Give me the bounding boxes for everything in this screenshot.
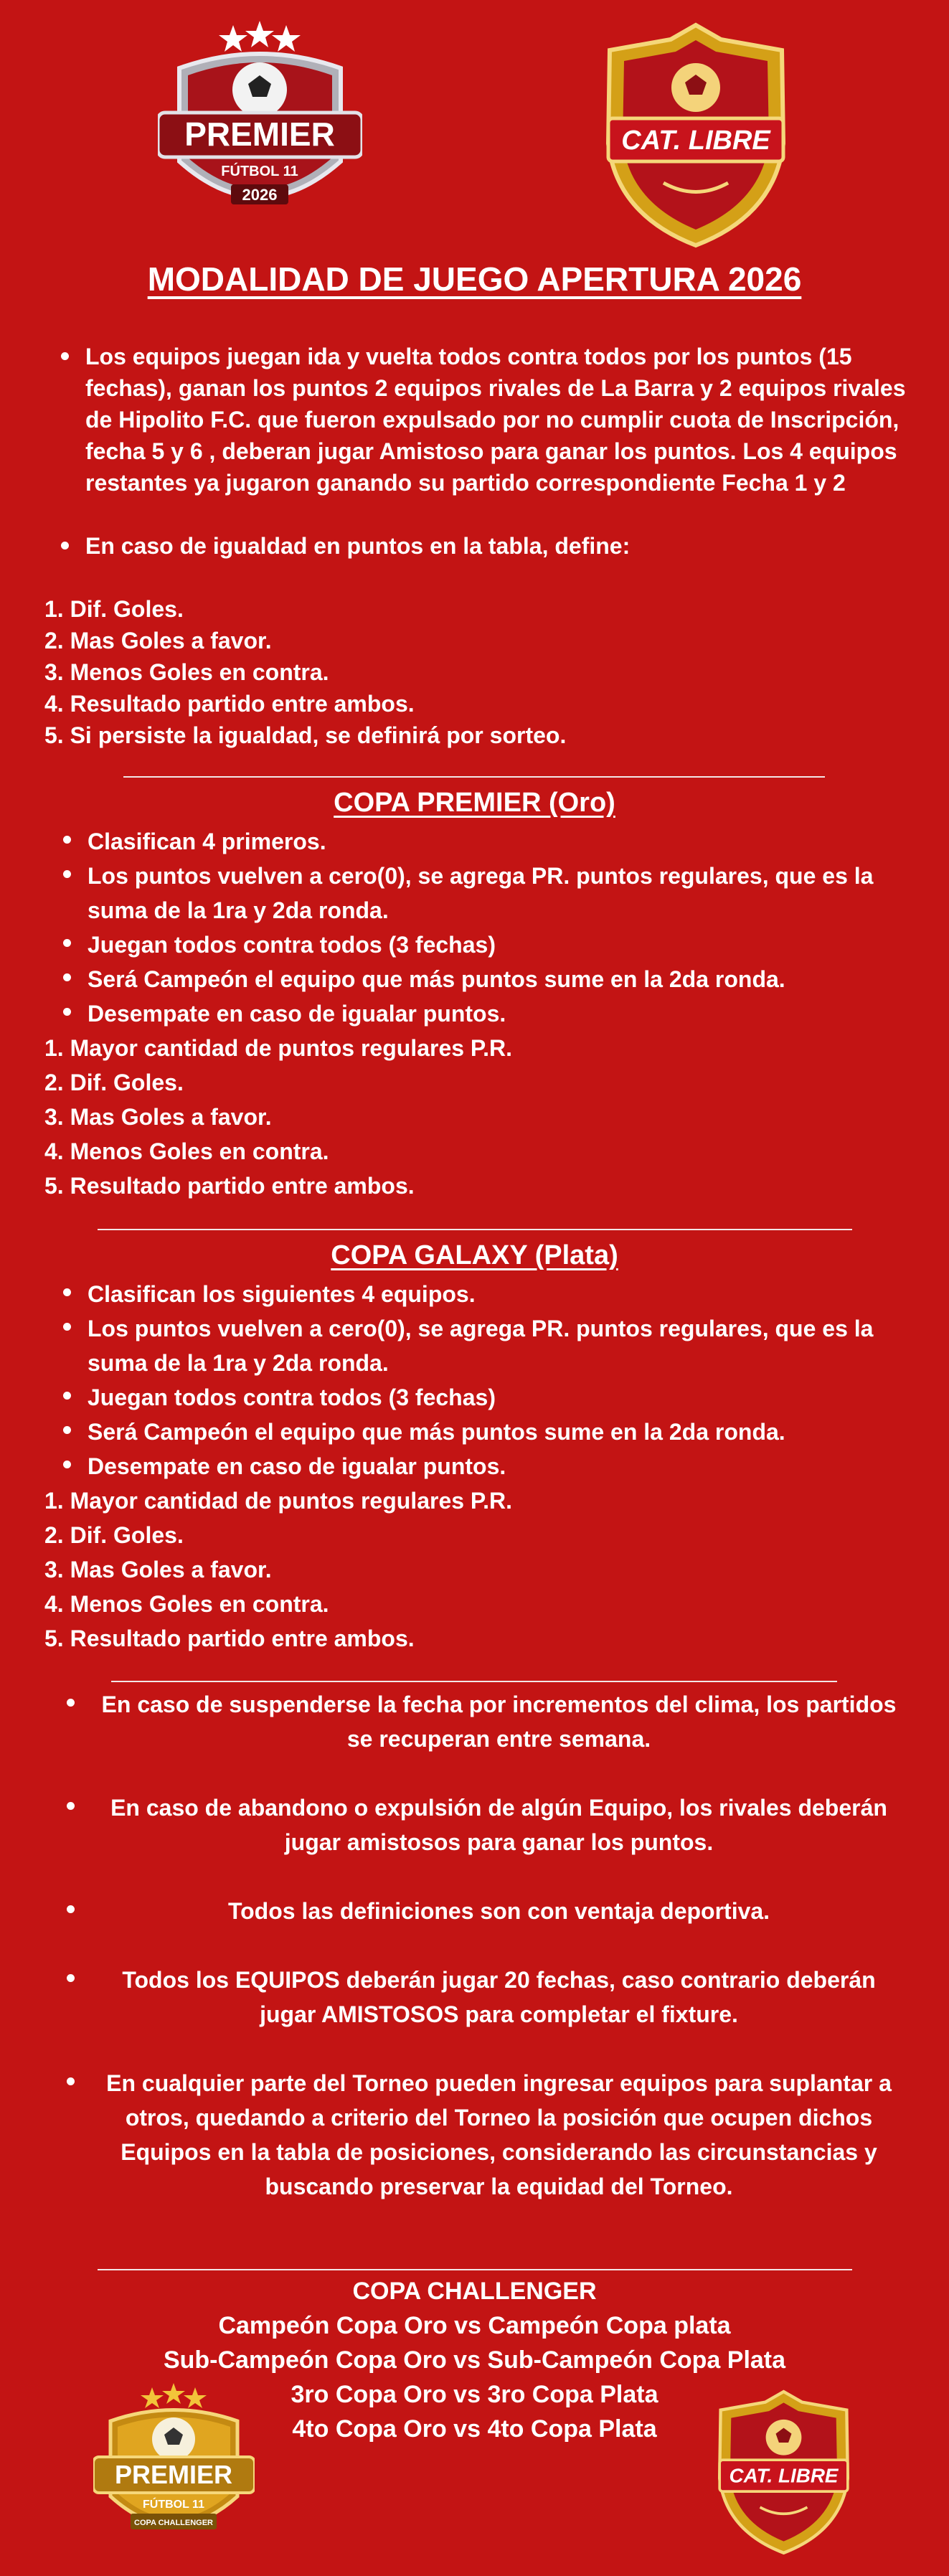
list-item: Los puntos vuelven a cero(0), se agrega PR. puntos regulares, que es la suma de la 1ra y 2da ronda.	[63, 1311, 906, 1380]
list-item: 1. Dif. Goles.	[44, 596, 184, 622]
tiebreak-list	[44, 593, 905, 751]
list-item: 5. Resultado partido entre ambos.	[44, 1173, 415, 1199]
list-item: 4. Resultado partido entre ambos.	[44, 691, 415, 717]
cat-libre-logo-bottom	[710, 2385, 857, 2561]
challenger-match: Sub-Campeón Copa Oro vs Sub-Campeón Copa Plata	[163, 2346, 786, 2374]
premier-challenger-logo	[93, 2382, 255, 2565]
svg-text:FÚTBOL 11: FÚTBOL 11	[221, 164, 298, 179]
rule-item: En caso de abandono o expulsión de algún Equipo, los rivales deberán jugar amistosos para ganar los puntos.	[63, 1791, 906, 1859]
rule-item: Todos los EQUIPOS deberán jugar 20 fechas, caso contrario deberán jugar AMISTOSOS para completar el fixture.	[63, 1963, 906, 2032]
svg-text:COPA CHALLENGER: COPA CHALLENGER	[134, 2519, 213, 2527]
list-item: 1. Mayor cantidad de puntos regulares P.R.	[44, 1488, 513, 1514]
divider	[111, 1681, 837, 1682]
svg-text:PREMIER: PREMIER	[114, 2460, 233, 2489]
challenger-title: COPA CHALLENGER	[352, 2278, 597, 2305]
divider	[123, 776, 825, 778]
list-item: 4. Menos Goles en contra.	[44, 1591, 329, 1617]
premier-logo-text: PREMIER	[184, 115, 335, 153]
list-item: 2. Dif. Goles.	[44, 1522, 184, 1548]
general-rules	[63, 1687, 906, 2204]
page-title: MODALIDAD DE JUEGO APERTURA 2026	[147, 260, 802, 298]
svg-text:2026: 2026	[242, 186, 278, 204]
copa-plata-bullets	[63, 1277, 906, 1483]
rule-item: En cualquier parte del Torneo pueden ingresar equipos para suplantar a otros, quedando a criterio del Torneo la posición que ocupen dichos Equipos en la tabla de posiciones, considerando las circunstancias y buscando preservar la equidad del Torneo.	[63, 2066, 906, 2204]
list-item: 5. Resultado partido entre ambos.	[44, 1626, 415, 1651]
copa-oro-bullets	[63, 824, 906, 1031]
copa-oro-tiebreak	[44, 1031, 905, 1203]
list-item: Juegan todos contra todos (3 fechas)	[63, 1380, 906, 1415]
intro-bullet: Los equipos juegan ida y vuelta todos contra todos por los puntos (15 fechas), ganan los puntos 2 equipos rivales de La Barra y 2 equipos rivales de Hipolito F.C. que fueron expulsado por no cumplir cuota de Inscripción, fecha 5 y 6 , deberan jugar Amistoso para ganar los puntos. Los 4 equipos restantes ya jugaron ganando su partido correspondiente Fecha 1 y 2	[61, 341, 907, 499]
list-item: 5. Si persiste la igualdad, se definirá por sorteo.	[44, 722, 567, 748]
divider	[98, 1229, 852, 1230]
list-item: Será Campeón el equipo que más puntos sume en la 2da ronda.	[63, 962, 906, 996]
list-item: Los puntos vuelven a cero(0), se agrega PR. puntos regulares, que es la suma de la 1ra y 2da ronda.	[63, 859, 906, 928]
list-item: Desempate en caso de igualar puntos.	[63, 1449, 906, 1483]
divider	[98, 2269, 852, 2270]
list-item: 1. Mayor cantidad de puntos regulares P.R.	[44, 1035, 513, 1061]
list-item: 3. Mas Goles a favor.	[44, 1557, 272, 1582]
list-item: Desempate en caso de igualar puntos.	[63, 996, 906, 1031]
list-item: 3. Menos Goles en contra.	[44, 659, 329, 685]
list-item: 3. Mas Goles a favor.	[44, 1104, 272, 1130]
rule-item: Todos las definiciones son con ventaja deportiva.	[63, 1894, 906, 1928]
cat-libre-logo	[595, 22, 796, 251]
copa-plata-title: COPA GALAXY (Plata)	[331, 1240, 618, 1270]
premier-logo	[158, 18, 362, 247]
cat-libre-logo-text: CAT. LIBRE	[621, 126, 770, 156]
copa-plata-tiebreak	[44, 1483, 905, 1656]
list-item: 2. Dif. Goles.	[44, 1070, 184, 1095]
svg-text:CAT. LIBRE: CAT. LIBRE	[729, 2464, 839, 2487]
challenger-match: Campeón Copa Oro vs Campeón Copa plata	[218, 2312, 731, 2339]
copa-oro-title: COPA PREMIER (Oro)	[334, 788, 615, 818]
challenger-match: 4to Copa Oro vs 4to Copa Plata	[292, 2415, 657, 2443]
svg-text:FÚTBOL 11: FÚTBOL 11	[143, 2499, 204, 2511]
list-item: Clasifican 4 primeros.	[63, 824, 906, 859]
intro-bullet: En caso de igualdad en puntos en la tabla, define:	[61, 530, 907, 562]
challenger-match: 3ro Copa Oro vs 3ro Copa Plata	[291, 2381, 658, 2408]
list-item: 4. Menos Goles en contra.	[44, 1138, 329, 1164]
list-item: 2. Mas Goles a favor.	[44, 628, 272, 654]
intro-bullets	[61, 341, 907, 562]
list-item: Será Campeón el equipo que más puntos sume en la 2da ronda.	[63, 1415, 906, 1449]
list-item: Clasifican los siguientes 4 equipos.	[63, 1277, 906, 1311]
rule-item: En caso de suspenderse la fecha por incrementos del clima, los partidos se recuperan entre semana.	[63, 1687, 906, 1756]
list-item: Juegan todos contra todos (3 fechas)	[63, 928, 906, 962]
